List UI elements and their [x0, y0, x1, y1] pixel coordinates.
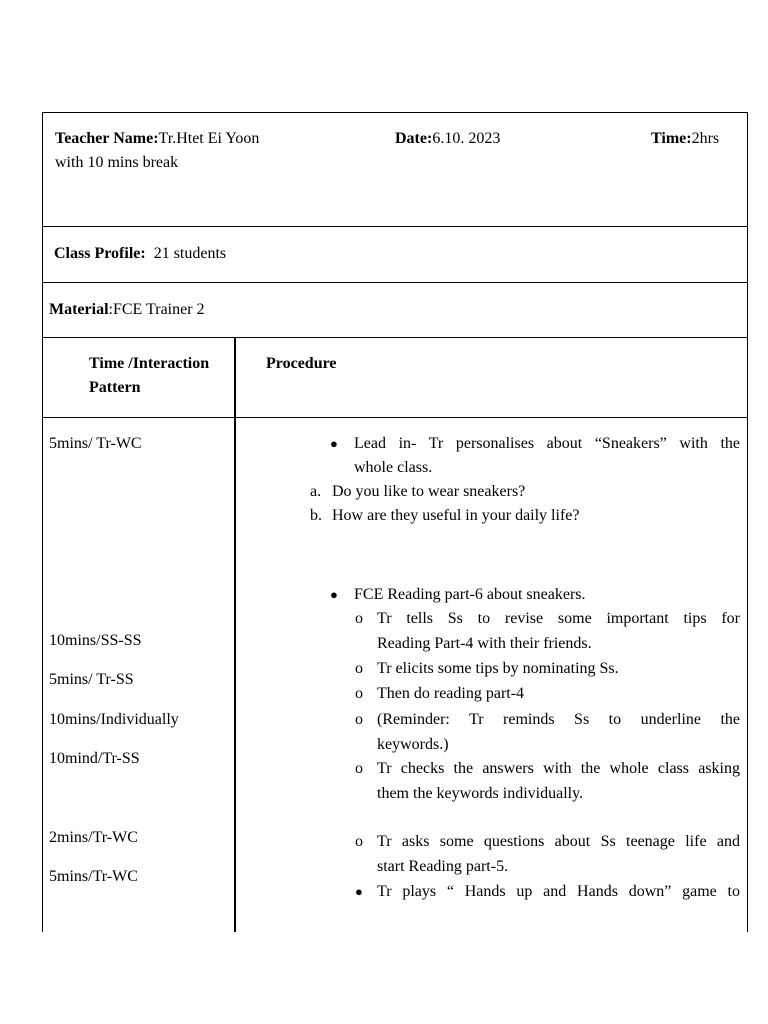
class-profile-label: Class Profile: [54, 245, 146, 262]
sub-bullet-icon: o [355, 833, 363, 850]
table-right-border [747, 112, 748, 932]
material [49, 298, 205, 322]
question-marker: b. [310, 507, 322, 524]
step-line: Tr asks some questions about Ss teenage life and [377, 833, 740, 850]
time [651, 127, 719, 151]
table-left-border [42, 112, 43, 932]
step-line: keywords.) [377, 736, 449, 753]
time-column-header-line2: Pattern [89, 379, 141, 396]
material-value: :FCE Trainer 2 [108, 301, 205, 318]
lead-in-line1: Lead in- Tr personalises about “Sneakers” with the [354, 435, 740, 452]
row-divider [42, 282, 748, 283]
step-line: Tr checks the answers with the whole class asking [377, 760, 740, 777]
row-divider [42, 337, 748, 338]
procedure-column-header: Procedure [266, 355, 337, 372]
sub-bullet-icon: o [355, 711, 363, 728]
date-value: 6.10. 2023 [432, 130, 501, 147]
sub-bullet-icon: o [355, 685, 363, 702]
time-entry: 10mind/Tr-SS [49, 750, 140, 767]
sub-bullet-icon: o [355, 660, 363, 677]
time-entry: 5mins/ Tr-WC [49, 435, 142, 452]
step-line: Tr tells Ss to revise some important tips for [377, 610, 740, 627]
row-divider [42, 226, 748, 227]
table-top-border [42, 112, 748, 113]
step-line: Tr elicits some tips by nominating Ss. [377, 660, 619, 677]
teacher-value: Tr.Htet Ei Yoon [158, 130, 260, 147]
question-text: How are they useful in your daily life? [332, 507, 580, 524]
bullet-icon: ● [355, 884, 363, 899]
break-note: with 10 mins break [55, 154, 179, 171]
game-item: Tr plays “ Hands up and Hands down” game to [377, 883, 740, 900]
column-divider [234, 337, 236, 932]
step-line: Reading Part-4 with their friends. [377, 635, 592, 652]
lead-in-line2: whole class. [354, 459, 433, 476]
time-entry: 5mins/ Tr-SS [49, 671, 134, 688]
class-profile [54, 242, 226, 266]
sub-bullet-icon: o [355, 610, 363, 627]
time-entry: 10mins/Individually [49, 711, 179, 728]
teacher-label: Teacher Name: [55, 130, 159, 147]
date-label: Date: [395, 130, 433, 147]
material-label: Material [49, 301, 109, 318]
question-text: Do you like to wear sneakers? [332, 483, 526, 500]
question-marker: a. [310, 483, 322, 500]
bullet-icon: ● [330, 587, 338, 602]
sub-bullet-icon: o [355, 760, 363, 777]
class-profile-value: 21 students [153, 245, 227, 262]
step-line: start Reading part-5. [377, 858, 509, 875]
time-entry: 5mins/Tr-WC [49, 868, 138, 885]
bullet-icon: ● [330, 436, 338, 451]
step-line: Then do reading part-4 [377, 685, 525, 702]
time-entry: 2mins/Tr-WC [49, 829, 138, 846]
time-entry: 10mins/SS-SS [49, 632, 142, 649]
date [395, 127, 500, 151]
time-column-header-line1: Time /Interaction [89, 355, 210, 372]
teacher-name [55, 127, 259, 151]
step-line: (Reminder: Tr reminds Ss to underline the [377, 711, 740, 728]
step-line: them the keywords individually. [377, 785, 584, 802]
reading-item: FCE Reading part-6 about sneakers. [354, 586, 586, 603]
time-value: 2hrs [691, 130, 720, 147]
time-label: Time: [651, 130, 692, 147]
row-divider [42, 417, 748, 418]
